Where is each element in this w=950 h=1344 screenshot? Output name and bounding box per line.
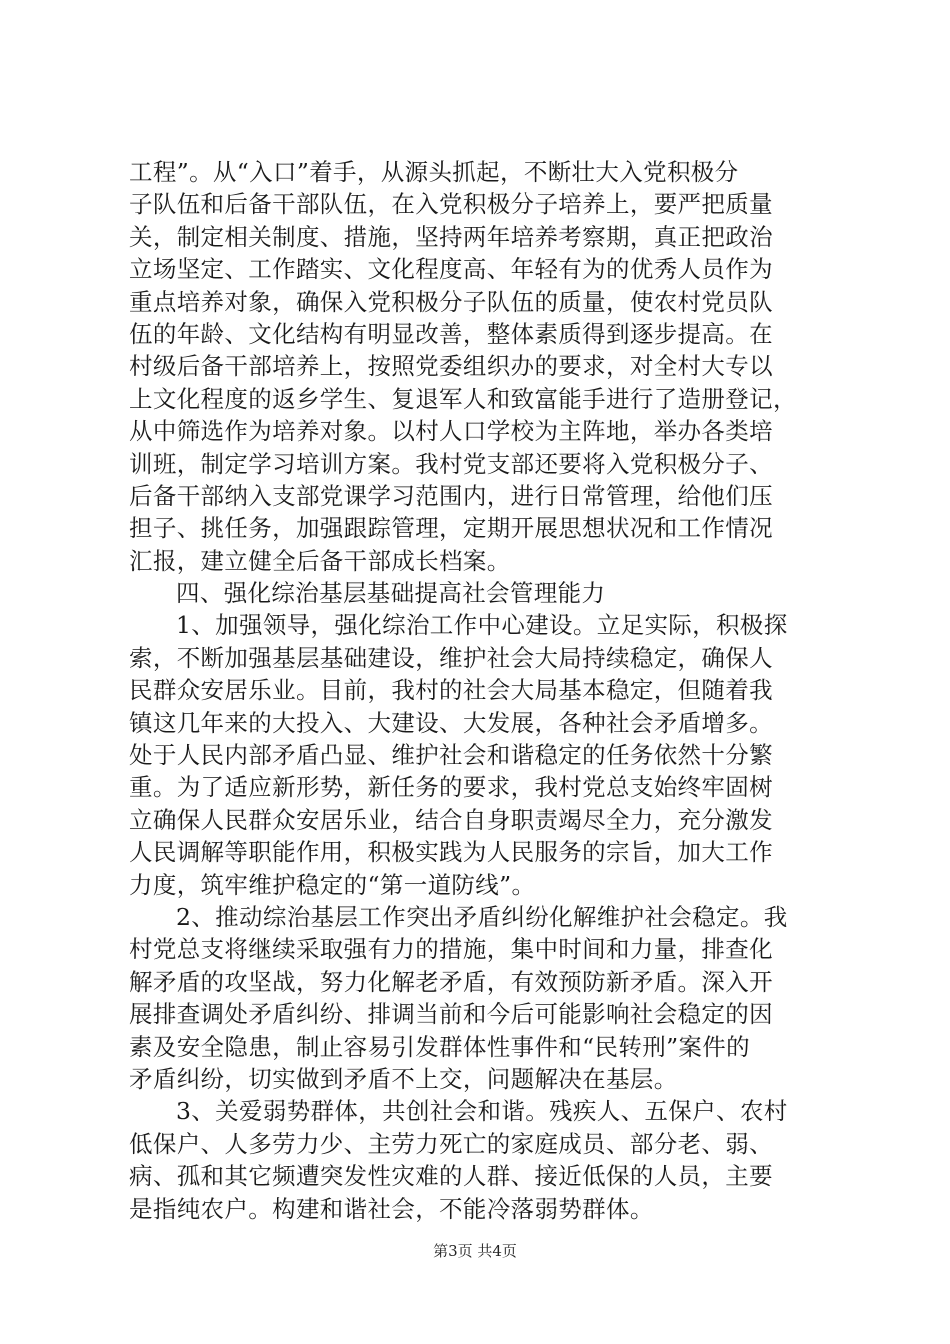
text-line: 索，不断加强基层基础建设，维护社会大局持续稳定，确保人	[129, 643, 773, 672]
section-heading: 四、强化综治基层基础提高社会管理能力	[176, 579, 606, 608]
text-line: 子队伍和后备干部队伍，在入党积极分子培养上，要严把质量	[129, 190, 773, 219]
text-line: 病、孤和其它频遭突发性灾难的人群、接近低保的人员，主要	[129, 1162, 773, 1191]
text-line: 2、推动综治基层工作突出矛盾纠纷化解维护社会稳定。我	[176, 902, 788, 931]
text-line: 展排查调处矛盾纠纷、排调当前和今后可能影响社会稳定的因	[129, 1000, 773, 1029]
document-body	[129, 156, 835, 1225]
text-line: 后备干部纳入支部党课学习范围内，进行日常管理，给他们压	[129, 481, 773, 510]
text-line: 担子、挑任务，加强跟踪管理，定期开展思想状况和工作情况	[129, 514, 773, 543]
text-line: 力度，筑牢维护稳定的“第一道防线”。	[129, 870, 536, 899]
text-line: 1、加强领导，强化综治工作中心建设。立足实际，积极探	[176, 611, 788, 640]
text-line: 汇报，建立健全后备干部成长档案。	[129, 546, 511, 575]
text-line: 从中筛选作为培养对象。以村人口学校为主阵地，举办各类培	[129, 417, 773, 446]
page-number-footer: 第3页 共4页	[433, 1242, 517, 1260]
text-line: 工程”。从“入口”着手，从源头抓起，不断壮大入党积极分	[129, 158, 739, 186]
text-line: 人民调解等职能作用，积极实践为人民服务的宗旨，加大工作	[129, 838, 773, 867]
text-line: 重点培养对象，确保入党积极分子队伍的质量，使农村党员队	[129, 287, 773, 316]
text-line: 3、关爱弱势群体，共创社会和谐。残疾人、五保户、农村	[176, 1097, 788, 1126]
text-line: 立确保人民群众安居乐业，结合自身职责竭尽全力，充分激发	[129, 805, 773, 834]
text-line: 矛盾纠纷，切实做到矛盾不上交，问题解决在基层。	[129, 1064, 678, 1093]
text-line: 训班，制定学习培训方案。我村党支部还要将入党积极分子、	[129, 449, 773, 478]
text-line: 低保户、人多劳力少、主劳力死亡的家庭成员、部分老、弱、	[129, 1129, 773, 1158]
text-line: 解矛盾的攻坚战，努力化解老矛盾，有效预防新矛盾。深入开	[129, 967, 773, 996]
text-line: 伍的年龄、文化结构有明显改善，整体素质得到逐步提高。在	[129, 319, 773, 348]
text-line: 是指纯农户。构建和谐社会，不能冷落弱势群体。	[129, 1194, 654, 1223]
text-line: 民群众安居乐业。目前，我村的社会大局基本稳定，但随着我	[129, 676, 773, 705]
text-line: 素及安全隐患，制止容易引发群体性事件和“民转刑”案件的	[129, 1032, 750, 1061]
text-line: 村党总支将继续采取强有力的措施，集中时间和力量，排查化	[129, 935, 773, 964]
text-line: 镇这几年来的大投入、大建设、大发展，各种社会矛盾增多。	[129, 708, 773, 737]
text-line: 重。为了适应新形势，新任务的要求，我村党总支始终牢固树	[129, 773, 773, 802]
text-line: 处于人民内部矛盾凸显、维护社会和谐稳定的任务依然十分繁	[129, 741, 773, 770]
text-line: 上文化程度的返乡学生、复退军人和致富能手进行了造册登记，	[129, 384, 797, 413]
text-line: 关，制定相关制度、措施，坚持两年培养考察期，真正把政治	[129, 222, 773, 251]
text-line: 村级后备干部培养上，按照党委组织办的要求，对全村大专以	[129, 352, 773, 381]
text-line: 立场坚定、工作踏实、文化程度高、年轻有为的优秀人员作为	[129, 255, 773, 284]
